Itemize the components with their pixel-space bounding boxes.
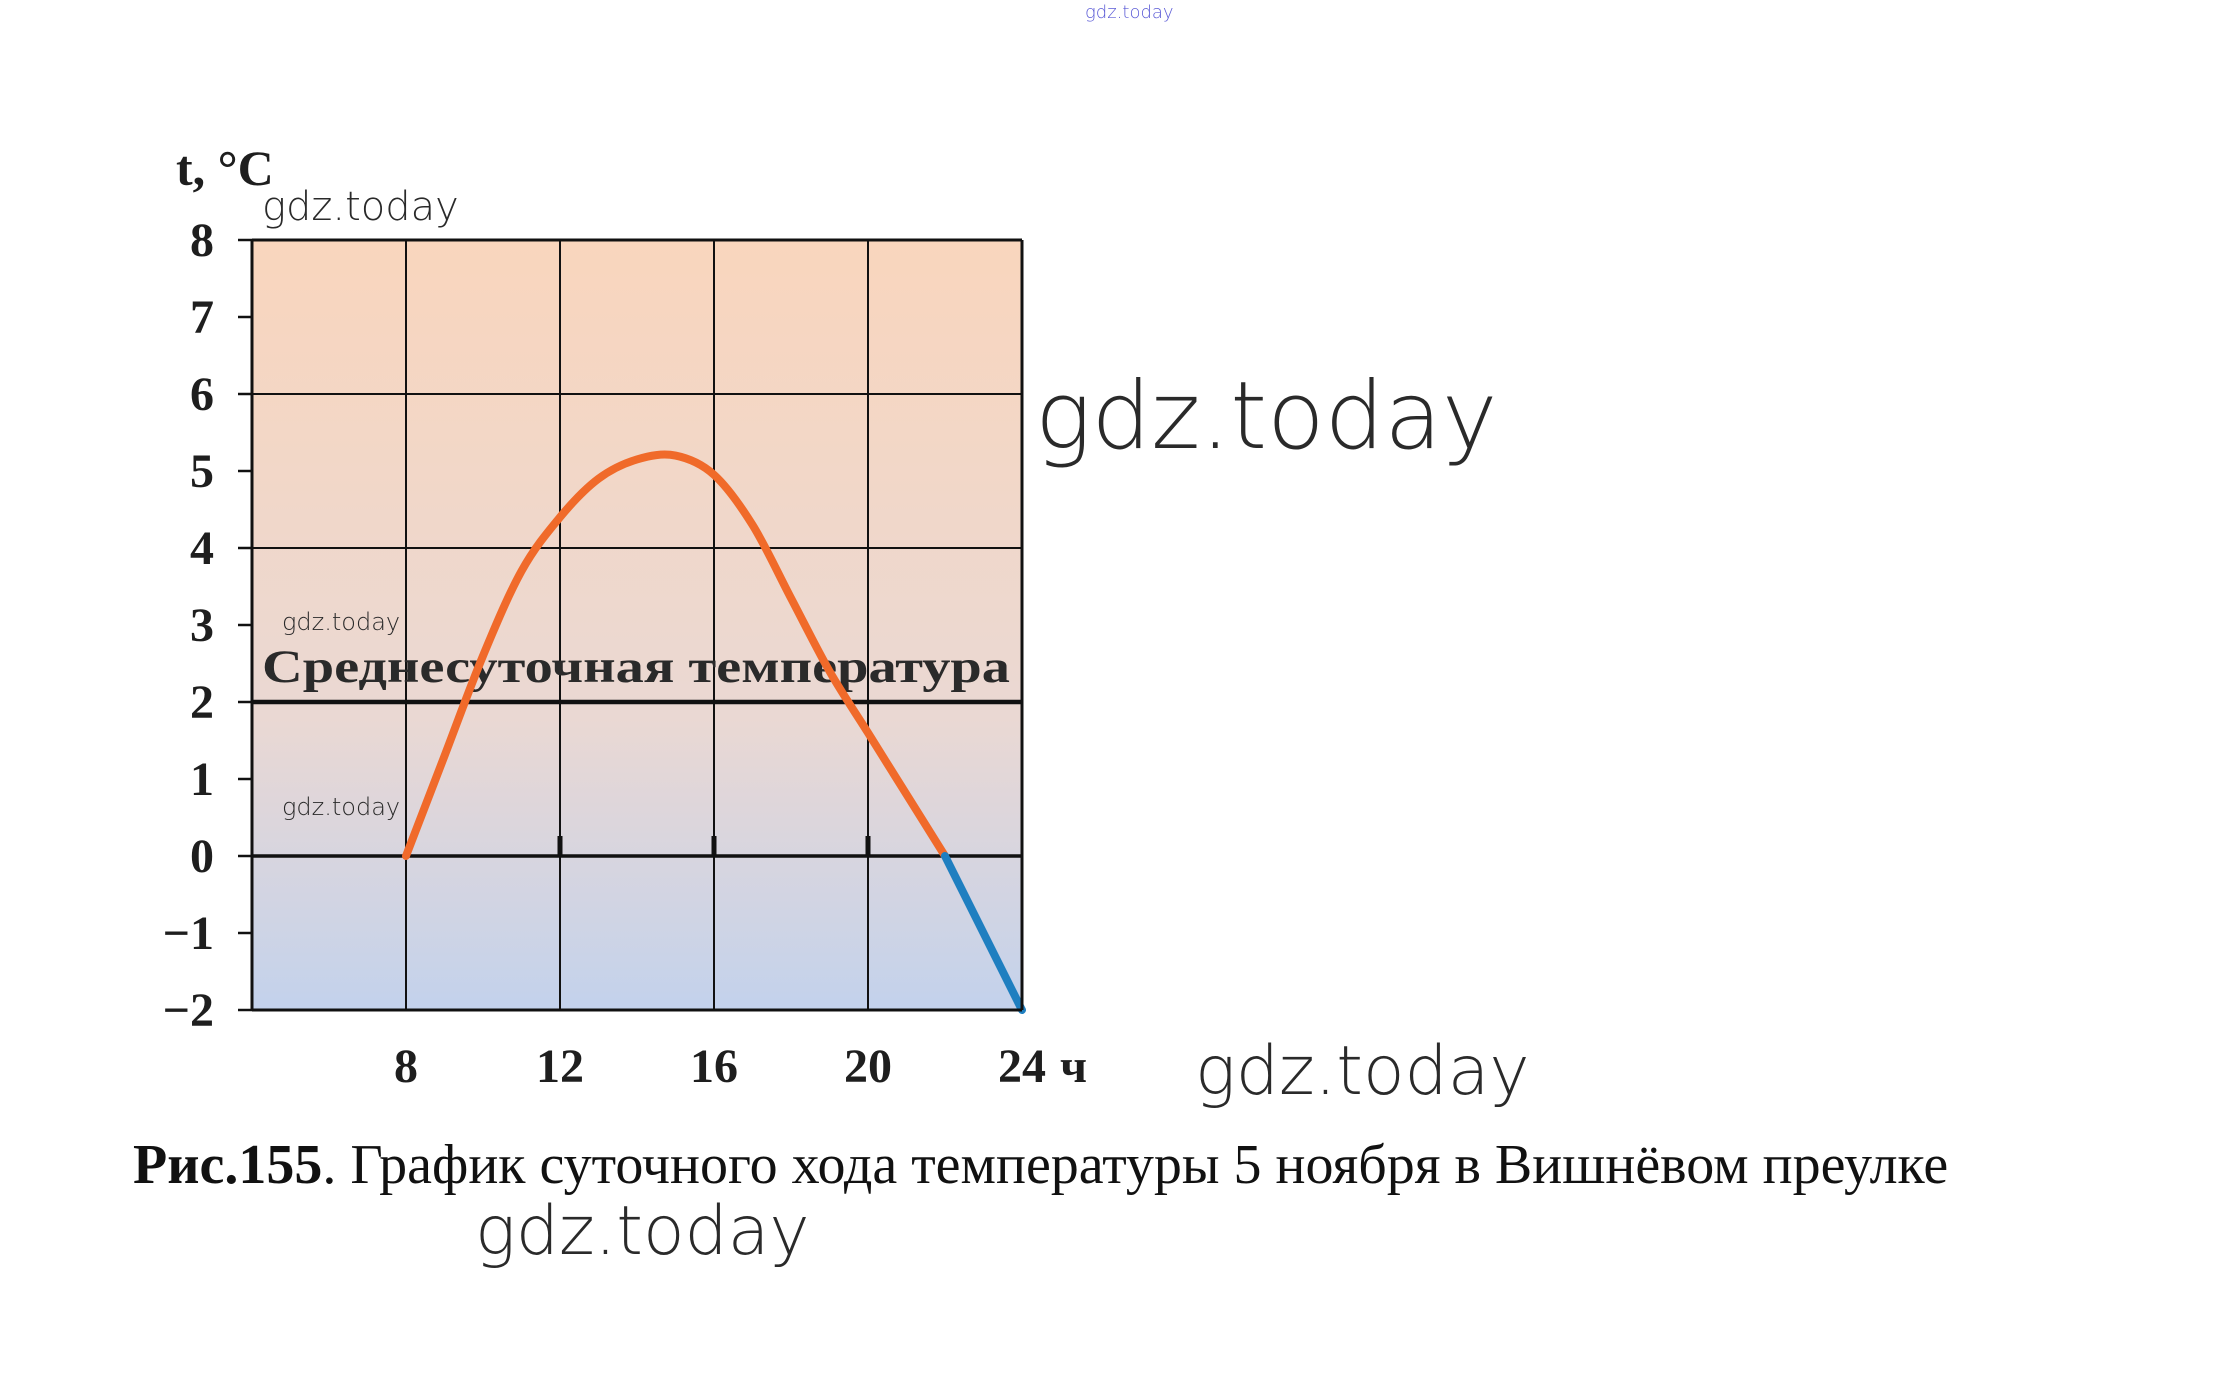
mean-temperature-label: Среднесуточная температура bbox=[262, 641, 1010, 693]
y-tick-label: 7 bbox=[190, 291, 214, 344]
y-tick-label: −2 bbox=[162, 984, 214, 1037]
x-axis-unit-label: ч bbox=[1060, 1040, 1088, 1093]
y-axis-label: t, °C bbox=[176, 140, 274, 196]
watermark-large: gdz.today bbox=[1035, 362, 1498, 471]
watermark-top: gdz.today bbox=[1085, 2, 1174, 23]
y-tick-label: 1 bbox=[190, 753, 214, 806]
figure-caption bbox=[133, 1124, 2033, 1206]
reference-line-group bbox=[252, 641, 1022, 702]
x-tick-label: 8 bbox=[394, 1040, 418, 1093]
watermark: gdz.today bbox=[475, 1192, 810, 1271]
x-tick-label: 16 bbox=[690, 1040, 738, 1093]
y-tick-label: 8 bbox=[190, 214, 214, 267]
y-tick-label: 5 bbox=[190, 445, 214, 498]
y-tick-label: 2 bbox=[190, 676, 214, 729]
y-tick-label: −1 bbox=[162, 907, 214, 960]
y-tick-label: 6 bbox=[190, 368, 214, 421]
y-tick-labels bbox=[163, 214, 252, 1037]
x-tick-label: 24 bbox=[998, 1040, 1046, 1093]
y-tick-label: 4 bbox=[190, 522, 214, 575]
x-tick-label: 12 bbox=[536, 1040, 584, 1093]
x-tick-label: 20 bbox=[844, 1040, 892, 1093]
watermark: gdz.today bbox=[282, 793, 401, 821]
x-tick-labels bbox=[394, 1040, 1087, 1093]
figure-number: Рис.155 bbox=[133, 1134, 323, 1196]
figure-caption-text: . График суточного хода температуры 5 ноября в Вишнёвом преулке bbox=[322, 1134, 1949, 1196]
watermark: gdz.today bbox=[1195, 1032, 1530, 1111]
y-tick-label: 0 bbox=[190, 830, 214, 883]
y-tick-label: 3 bbox=[190, 599, 214, 652]
watermark: gdz.today bbox=[262, 184, 459, 230]
watermark: gdz.today bbox=[282, 608, 401, 636]
